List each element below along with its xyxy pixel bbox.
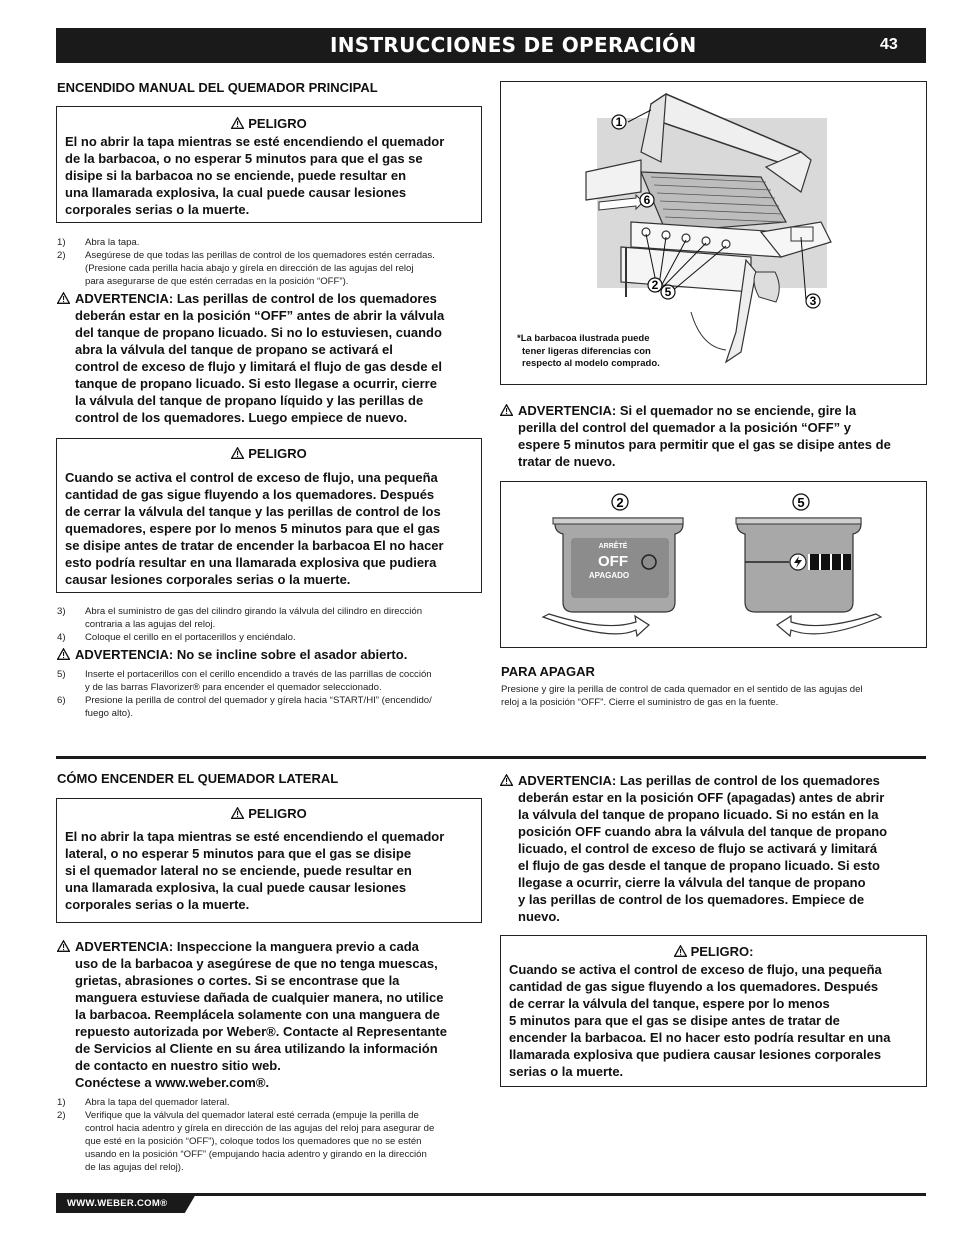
warning-triangle-icon — [674, 945, 687, 957]
list-item: 4) Coloque el cerillo en el portacerillos y enciéndalo. — [57, 632, 296, 643]
callout-1: 1 — [615, 115, 623, 129]
danger-text: El no abrir la tapa mientras se esté encendiendo el quemador de la barbacoa, o no esperar 5 minutos para que el gas se disipe si la barbacoa no se enciende, puede resultar en una llamarada explosiva, la cual puede causar lesiones corporales serias o la muerte. — [65, 134, 445, 217]
knob-callout-5: 5 — [797, 495, 805, 510]
list-item: 5) Inserte el portacerillos con el cerillo encendido a través de las parrillas de cocción y de las barras Flavorizer® para encender el quemador seleccionado. — [57, 669, 432, 693]
section-divider — [56, 756, 926, 759]
callout-2: 2 — [651, 278, 659, 292]
danger-title: PELIGRO: — [690, 944, 754, 959]
side-burner-steps — [57, 1096, 487, 1174]
list-item: 2) Asegúrese de que todas las perillas de control de los quemadores estén cerradas. (Presione cada perilla hacia abajo y gírela en dirección de las agujas del reloj para asegurarse de que estén cerradas en la posición “OFF”). — [57, 250, 435, 287]
warning-burner-not-lit: ADVERTENCIA: Si el quemador no se enciende, gire la perilla del control del quemador a la posición “OFF” y espere 5 minutos para permitir que el gas se disipe antes de tratar de nuevo. — [500, 402, 930, 470]
warning-hose: ADVERTENCIA: Inspeccione la manguera previo a cada uso de la barbacoa y asegúrese de que no tenga muescas, grietas, abrasiones o cortes. Si se encontrase que la manguera estuviese dañada de cualquier manera, no utilice la barbacoa. Reemplácela solamente con una manguera de repuesto autorizada por Weber®. Contacte al Representante de Servicios al Cliente en su área utilizando la información de contacto en nuestro sitio web. Conéctese a www.weber.com®. — [57, 938, 487, 1091]
manual-ignition-title: ENCENDIDO MANUAL DEL QUEMADOR PRINCIPAL — [57, 80, 378, 95]
knob-label-top: ARRÊTÉ — [598, 543, 628, 550]
danger-text: Cuando se activa el control de exceso de flujo, una pequeña cantidad de gas sigue fluyendo a los quemadores. Después de cerrar la válvula del tanque, espere por lo menos 5 minutos para que el gas se disipe antes de tratar de encender la barbacoa. El no hacer esto podría resultar en una llamarada explosiva que pudiera causar lesiones corporales serias o la muerte. — [509, 962, 891, 1079]
list-item: 3) Abra el suministro de gas del cilindro girando la válvula del cilindro en dirección contraria a las agujas del reloj. — [57, 606, 423, 630]
danger-text: Cuando se activa el control de exceso de flujo, una pequeña cantidad de gas sigue fluyendo a los quemadores. Después de cerrar la válvula del tanque y las perillas de control de los quemadores, espere por lo menos 5 minutos para que el gas se disipe antes de tratar de encender la barbacoa El no hacer esto podría resultar en una llamarada explosiva que pudiera causar lesiones corporales serias o la muerte. — [65, 470, 444, 587]
footer-url[interactable]: WWW.WEBER.COM® — [67, 1198, 168, 1209]
callout-3: 3 — [809, 294, 817, 308]
warning-triangle-icon — [500, 404, 513, 416]
warning-knobs-off: ADVERTENCIA: Las perillas de control de los quemadores deberán estar en la posición “OFF” antes de abrir la válvula del tanque de propano licuado. Si no lo estuviesen, cuando abra la válvula del tanque de propano se activará el control de exceso de flujo y limitará el flujo de gas desde el tanque de propano licuado. Si esto llegase a ocurrir, cierre la válvula del tanque de propano líquido y las perillas de control de los quemadores. Luego empiece de nuevo. — [57, 290, 487, 426]
grill-illustration-frame — [500, 81, 927, 385]
list-item: 1) Abra la tapa. — [57, 237, 140, 248]
warning-triangle-icon — [500, 774, 513, 786]
turn-off-title: PARA APAGAR — [501, 664, 595, 679]
page-title: INSTRUCCIONES DE OPERACIÓN — [330, 33, 697, 57]
knob-illustration-frame — [500, 481, 927, 648]
danger-title: PELIGRO — [248, 116, 307, 131]
list-item: 1) Abra la tapa del quemador lateral. — [57, 1097, 230, 1108]
danger-title: PELIGRO — [248, 806, 307, 821]
steps-list-a — [57, 236, 487, 288]
warning-triangle-icon — [57, 940, 70, 952]
steps-list-b — [57, 605, 487, 644]
danger-title: PELIGRO — [248, 446, 307, 461]
danger-box-lid — [56, 106, 482, 223]
warning-triangle-icon — [231, 117, 244, 129]
warning-lean: ADVERTENCIA: No se incline sobre el asador abierto. — [57, 646, 487, 663]
warning-triangle-icon — [57, 292, 70, 304]
list-item: 6) Presione la perilla de control del quemador y gírela hacia “START/HI” (encendido/ fuego alto). — [57, 695, 432, 719]
page-number: 43 — [880, 36, 898, 53]
callout-5: 5 — [664, 285, 672, 299]
clockwise-arrow-icon — [543, 614, 649, 636]
steps-list-c — [57, 668, 487, 720]
counterclockwise-arrow-icon — [777, 614, 881, 636]
grill-caption: *La barbacoa ilustrada puede tener ligeras diferencias con respecto al modelo comprado. — [517, 333, 660, 369]
danger-box-excess-flow — [56, 438, 482, 593]
callout-6: 6 — [643, 193, 651, 207]
warning-triangle-icon — [57, 648, 70, 660]
turn-off-text: Presione y gire la perilla de control de cada quemador en el sentido de las agujas del reloj a la posición “OFF”. Cierre el suministro de gas en la fuente. — [501, 684, 863, 708]
warning-triangle-icon — [231, 447, 244, 459]
knob-callout-2: 2 — [616, 495, 624, 510]
warning-knobs-off-side: ADVERTENCIA: Las perillas de control de los quemadores deberán estar en la posición OFF (apagadas) antes de abrir la válvula del tanque de propano licuado. Si no están en la posición OFF cuando abra la válvula del tanque de propano licuado, el control de exceso de flujo se activará y limitará el flujo de gas desde el tanque de propano licuado. Si esto llegase a ocurrir, cierre la válvula del tanque de propano y las perillas de control de los quemadores. Empiece de nuevo. — [500, 772, 930, 925]
danger-box-excess-flow-side — [500, 935, 927, 1087]
knob-label-bottom: APAGADO — [588, 571, 630, 580]
side-burner-title: CÓMO ENCENDER EL QUEMADOR LATERAL — [57, 771, 339, 786]
knob-label-off: OFF — [598, 553, 628, 570]
list-item: 2) Verifique que la válvula del quemador lateral esté cerrada (empuje la perilla de control hacia adentro y gírela en dirección de las agujas del reloj para asegurar de que esté en la posición “OFF”), coloque todos los quemadores que no se estén usando en la posición “OFF” (empujando hacia adentro y girando en la dirección de las agujas del reloj). — [57, 1110, 435, 1173]
danger-box-side-burner — [56, 798, 482, 923]
danger-text: El no abrir la tapa mientras se esté encendiendo el quemador lateral, o no esperar 5 minutos para que el gas se disipe si el quemador lateral no se enciende, puede resultar en una llamarada explosiva, la cual puede causar lesiones corporales serias o la muerte. — [65, 829, 445, 912]
knob-illustration — [501, 482, 926, 647]
warning-triangle-icon — [231, 807, 244, 819]
